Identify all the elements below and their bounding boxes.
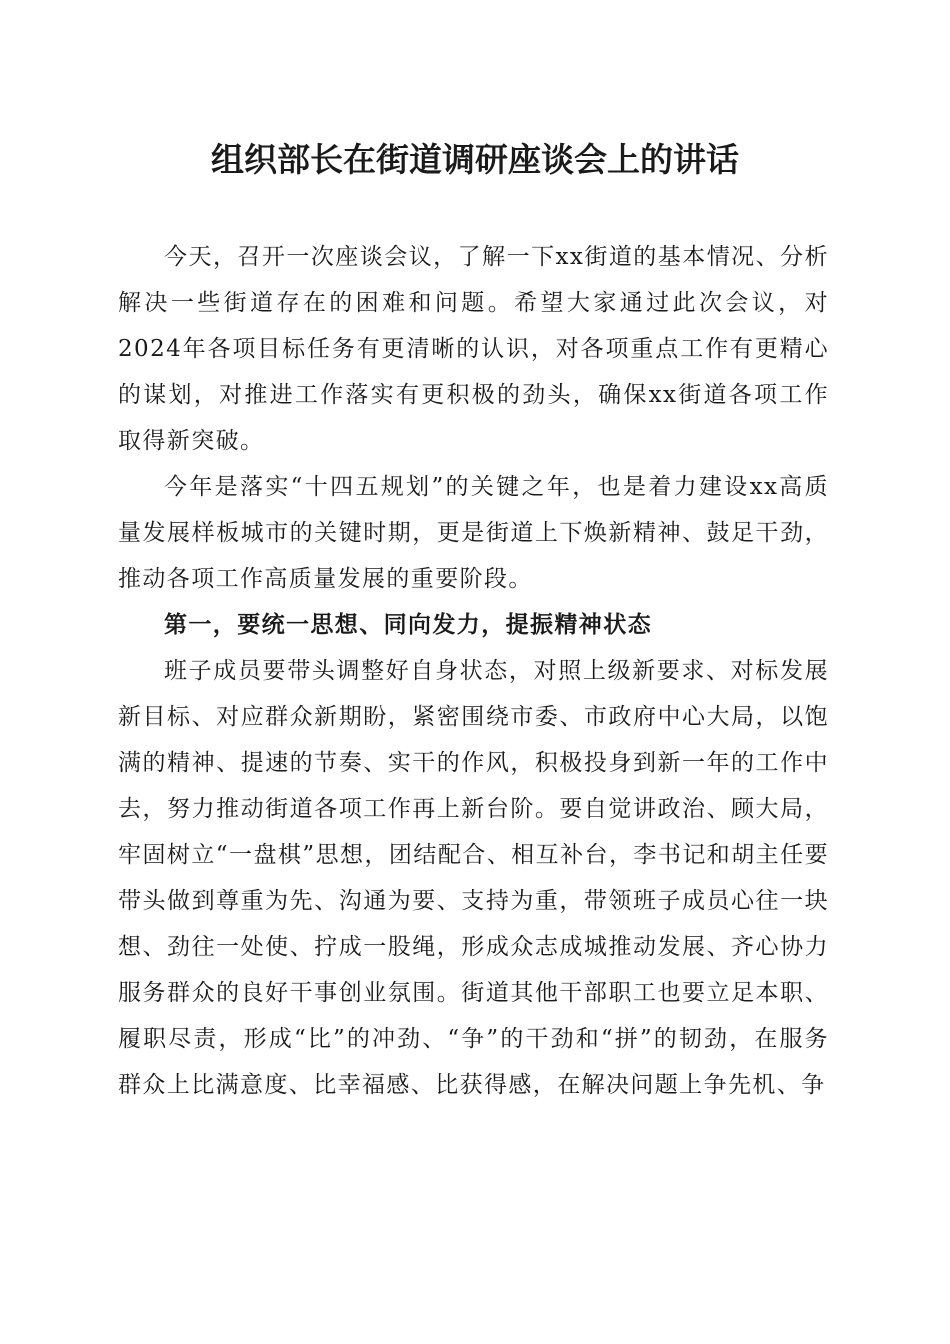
paragraph-context: 今年是落实“十四五规划”的关键之年，也是着力建设xx高质量发展样板城市的关键时期，更是街道上下焕新精神、鼓足干劲，推动各项工作高质量发展的重要阶段。 bbox=[118, 474, 829, 592]
section-paragraph: 班子成员要带头调整好自身状态，对照上级新要求、对标发展新目标、对应群众新期盼，紧密围绕市委、市政府中心大局，以饱满的精神、提速的节奏、实干的作风，积极投身到新一年的工作中去，努力推动街道各项工作再上新台阶。要自觉讲政治、顾大局，牢固树立“一盘棋”思想，团结配合、相互补台，李书记和胡主任要带头做到尊重为先、沟通为要、支持为重，带领班子成员心往一块想、劲往一处使、拧成一股绳，形成众志成城推动发展、齐心协力服务群众的良好干事创业氛围。街道其他干部职工也要立足本职、履职尽责，形成“比”的冲劲、“争”的干劲和“拼”的韧劲，在服务群众上比满意度、比幸福感、比获得感，在解决问题上争先机、争 bbox=[118, 658, 829, 1098]
paragraph-intro: 今天，召开一次座谈会议，了解一下xx街道的基本情况、分析解决一些街道存在的困难和问题。希望大家通过此次会议，对2024年各项目标任务有更清晰的认识，对各项重点工作有更精心的谋划，对推进工作落实有更积极的劲头，确保xx街道各项工作取得新突破。 bbox=[118, 244, 829, 454]
document-title: 组织部长在街道调研座谈会上的讲话 bbox=[211, 140, 739, 179]
section-heading: 第一，要统一思想、同向发力，提振精神状态 bbox=[164, 611, 652, 638]
document-body bbox=[118, 234, 829, 1108]
